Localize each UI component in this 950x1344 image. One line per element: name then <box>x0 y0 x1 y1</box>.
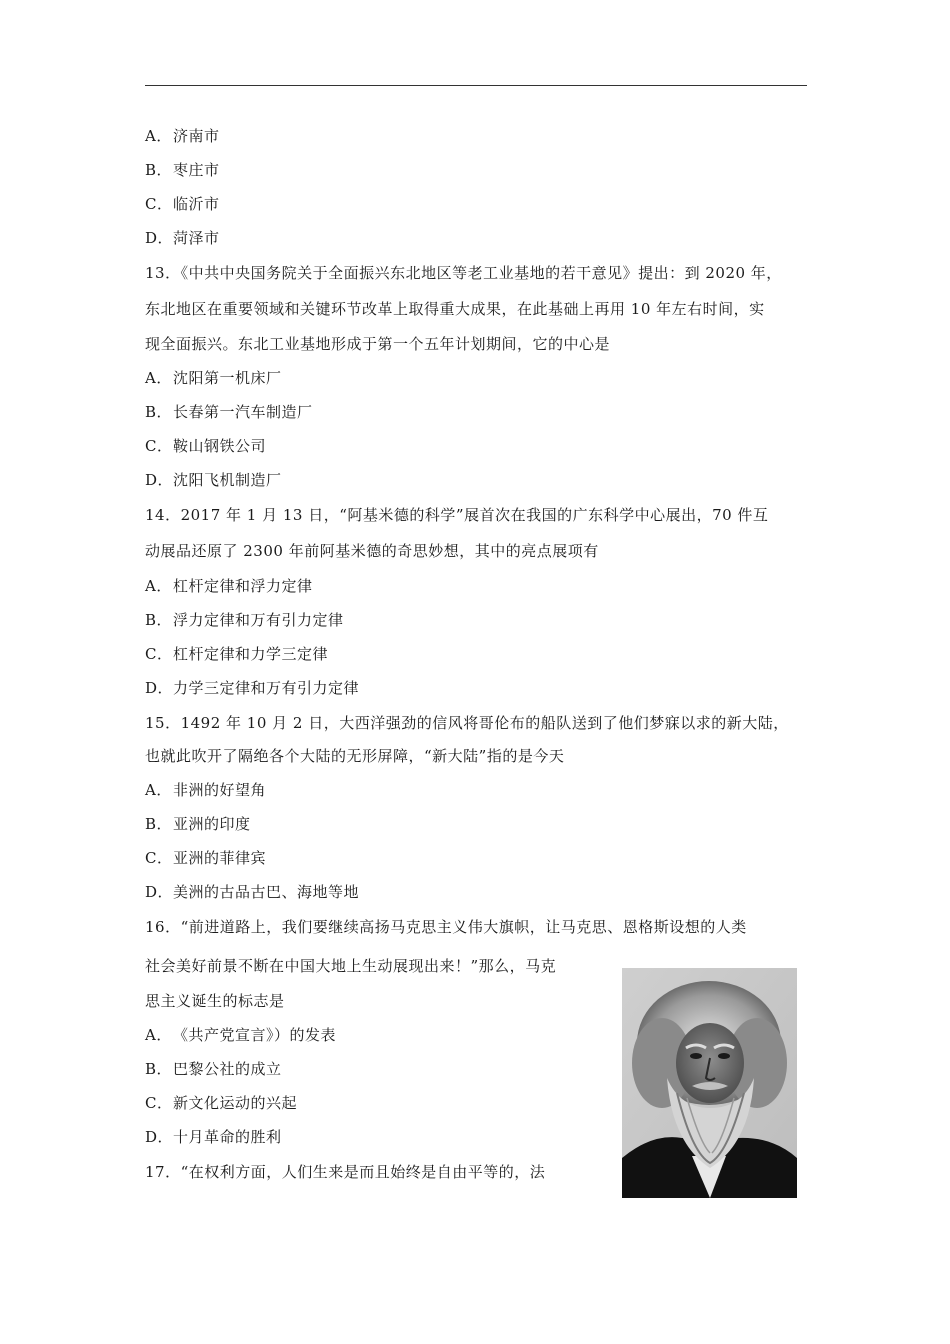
q17-stem-line-1: 17．“在权利方面，人们生来是而且始终是自由平等的，法 <box>145 1163 546 1181</box>
q13-stem-line-3: 现全面振兴。东北工业基地形成于第一个五年计划期间，它的中心是 <box>145 335 611 353</box>
q13-stem-line-2: 东北地区在重要领域和关键环节改革上取得重大成果，在此基础上再用 10 年左右时间，实 <box>145 300 765 318</box>
q16-stem-line-2: 社会美好前景不断在中国大地上生动展现出来！”那么，马克 <box>145 957 557 975</box>
q15-option-a: A．非洲的好望角 <box>145 781 267 799</box>
q12-option-b: B．枣庄市 <box>145 161 220 179</box>
q14-option-d: D．力学三定律和万有引力定律 <box>145 679 360 697</box>
q16-option-a: A．《共产党宣言》）的发表 <box>145 1026 337 1044</box>
q12-option-a: A．济南市 <box>145 127 220 145</box>
q13-option-d: D．沈阳飞机制造厂 <box>145 471 282 489</box>
q13-stem-line-1: 13．《中共中央国务院关于全面振兴东北地区等老工业基地的若干意见》提出：到 2020 年， <box>145 264 782 282</box>
q15-option-c: C．亚洲的菲律宾 <box>145 849 267 867</box>
q16-option-b: B．巴黎公社的成立 <box>145 1060 282 1078</box>
q16-option-c: C．新文化运动的兴起 <box>145 1094 298 1112</box>
q13-option-b: B．长春第一汽车制造厂 <box>145 403 313 421</box>
q14-option-b: B．浮力定律和万有引力定律 <box>145 611 344 629</box>
q16-stem-line-1: 16．“前进道路上，我们要继续高扬马克思主义伟大旗帜，让马克思、恩格斯设想的人类 <box>145 918 747 936</box>
q14-option-c: C．杠杆定律和力学三定律 <box>145 645 329 663</box>
header-rule <box>145 85 807 86</box>
q15-option-d: D．美洲的古品古巴、海地等地 <box>145 883 360 901</box>
q15-stem-line-2: 也就此吹开了隔绝各个大陆的无形屏障，“新大陆”指的是今天 <box>145 747 565 765</box>
q13-option-c: C．鞍山钢铁公司 <box>145 437 267 455</box>
q14-stem-line-2: 动展品还原了 2300 年前阿基米德的奇思妙想，其中的亮点展项有 <box>145 542 599 560</box>
q13-option-a: A．沈阳第一机床厂 <box>145 369 282 387</box>
q16-option-d: D．十月革命的胜利 <box>145 1128 282 1146</box>
q15-option-b: B．亚洲的印度 <box>145 815 251 833</box>
q16-stem-line-3: 思主义诞生的标志是 <box>145 992 285 1010</box>
q12-option-d: D．菏泽市 <box>145 229 220 247</box>
q15-stem-line-1: 15．1492 年 10 月 2 日，大西洋强劲的信风将哥伦布的船队送到了他们梦寐以求的新大陆， <box>145 714 789 732</box>
portrait-photo <box>622 968 797 1198</box>
q12-option-c: C．临沂市 <box>145 195 220 213</box>
q14-option-a: A．杠杆定律和浮力定律 <box>145 577 313 595</box>
q14-stem-line-1: 14．2017 年 1 月 13 日，“阿基米德的科学”展首次在我国的广东科学中心展出，70 件互 <box>145 506 769 524</box>
